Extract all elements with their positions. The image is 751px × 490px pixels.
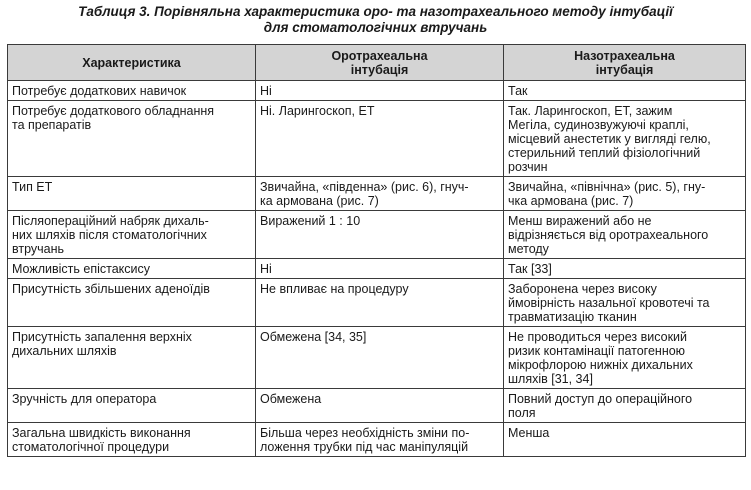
nasotracheal-cell: Менш виражений або не відрізняється від оротрахеального методу (504, 211, 746, 259)
characteristic-cell: Потребує додаткового обладнання та препаратів (8, 101, 256, 177)
characteristic-cell: Присутність збільшених аденоїдів (8, 279, 256, 327)
table-row (8, 81, 746, 101)
characteristic-cell: Тип ЕТ (8, 177, 256, 211)
caption-line-2: для стоматологічних втручань (263, 20, 488, 35)
caption-line-1: Таблиця 3. Порівняльна характеристика оро- та назотрахеального методу інтубації (78, 4, 673, 19)
table-row (8, 327, 746, 389)
header-nasotracheal: Назотрахеальна інтубація (504, 45, 746, 81)
header-row (8, 45, 746, 81)
table-row (8, 259, 746, 279)
table-row (8, 177, 746, 211)
table-caption (0, 4, 751, 36)
table-row (8, 101, 746, 177)
header-orotracheal: Оротрахеальна інтубація (256, 45, 504, 81)
orotracheal-cell: Ні. Ларингоскоп, ЕТ (256, 101, 504, 177)
characteristic-cell: Можливість епістаксису (8, 259, 256, 279)
characteristic-cell: Післяопераційний набряк дихаль- них шляхів після стоматологічних втручань (8, 211, 256, 259)
orotracheal-cell: Звичайна, «південна» (рис. 6), гнуч- ка армована (рис. 7) (256, 177, 504, 211)
orotracheal-cell: Не впливає на процедуру (256, 279, 504, 327)
table-row (8, 423, 746, 457)
nasotracheal-cell: Не проводиться через високий ризик контамінації патогенною мікрофлорою нижніх дихальних шляхів [31, 34] (504, 327, 746, 389)
characteristic-cell: Загальна швидкість виконання стоматологічної процедури (8, 423, 256, 457)
orotracheal-cell: Більша через необхідність зміни по- ложення трубки під час маніпуляцій (256, 423, 504, 457)
nasotracheal-cell: Так [33] (504, 259, 746, 279)
orotracheal-cell: Обмежена [34, 35] (256, 327, 504, 389)
characteristic-cell: Потребує додаткових навичок (8, 81, 256, 101)
comparison-table (7, 44, 746, 457)
nasotracheal-cell: Менша (504, 423, 746, 457)
table-row (8, 279, 746, 327)
nasotracheal-cell: Повний доступ до операційного поля (504, 389, 746, 423)
orotracheal-cell: Виражений 1 : 10 (256, 211, 504, 259)
characteristic-cell: Зручність для оператора (8, 389, 256, 423)
nasotracheal-cell: Так (504, 81, 746, 101)
table-row (8, 389, 746, 423)
nasotracheal-cell: Так. Ларингоскоп, ЕТ, зажим Мегіла, судинозвужуючі краплі, місцевий анестетик у вигляді гелю, стерильний теплий фізіологічний розчин (504, 101, 746, 177)
orotracheal-cell: Ні (256, 259, 504, 279)
nasotracheal-cell: Звичайна, «північна» (рис. 5), гну- чка армована (рис. 7) (504, 177, 746, 211)
nasotracheal-cell: Заборонена через високу ймовірність назальної кровотечі та травматизацію тканин (504, 279, 746, 327)
orotracheal-cell: Обмежена (256, 389, 504, 423)
header-characteristic: Характеристика (8, 45, 256, 81)
table-row (8, 211, 746, 259)
orotracheal-cell: Ні (256, 81, 504, 101)
table-body (8, 81, 746, 457)
characteristic-cell: Присутність запалення верхніх дихальних шляхів (8, 327, 256, 389)
